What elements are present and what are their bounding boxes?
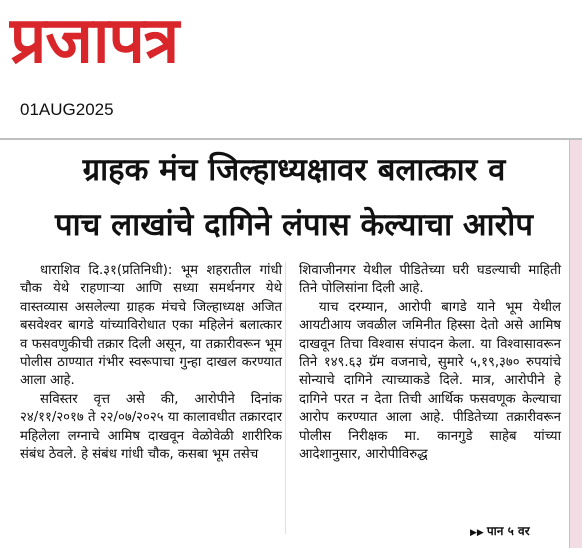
double-arrow-right-icon: ▶▶ xyxy=(470,528,484,538)
column-divider xyxy=(285,262,286,534)
header-divider xyxy=(0,138,582,140)
newspaper-masthead: प्रजापत्र xyxy=(10,4,179,78)
article-paragraph: याच दरम्यान, आरोपी बागडे याने भूम येथील आयटीआय जवळील जमिनीत हिस्सा देतो असे आमिष दाखवून तिचा विश्वास संपादन केला. या विश्वासावरून तिने १४९.६३ ग्रॅम वजनाचे, सुमारे ५,१९,३७० रुपयांचे सोन्याचे दागिने त्याच्याकडे दिले. मात्र, आरोपीने हे दागिने परत न देता तिची आर्थिक फसवणूक केल्याचा आरोप करण्यात आला आहे. पीडितेच्या तक्रारीवरून पोलीस निरीक्षक मा. कानगुडे साहेब यांच्या आदेशानुसार, आरोपीविरुद्ध xyxy=(299,299,561,463)
headline-line-2: पाच लाखांचे दागिने लंपास केल्याचा आरोप xyxy=(55,207,533,243)
continued-label: पान ५ वर xyxy=(486,524,530,538)
headline-line-1: ग्राहक मंच जिल्हाध्यक्षावर बलात्कार व xyxy=(82,152,506,188)
article-column-right xyxy=(299,262,561,464)
article-paragraph: शिवाजीनगर येथील पीडितेच्या घरी घडल्याची माहिती तिने पोलिसांना दिली आहे. xyxy=(299,263,561,297)
article-column-left xyxy=(20,262,282,464)
publication-date: 01AUG2025 xyxy=(20,100,114,119)
article-paragraph: सविस्तर वृत्त असे की, आरोपीने दिनांक २४/११/२०१७ ते २२/०७/२०२५ या कालावधीत तक्रारदार महिलेला लग्नाचे आमिष दाखवून वेळोवेळी शारीरिक संबंध ठेवले. हे संबंध गांधी चौक, कसबा भूम तसेच xyxy=(20,391,282,463)
adjacent-column-edge xyxy=(570,140,582,548)
article-paragraph: धाराशिव दि.३१(प्रतिनिधी): भूम शहरातील गांधी चौक येथे राहणाऱ्या आणि सध्या समर्थनगर येथे वास्तव्यास असलेल्या ग्राहक मंचचे जिल्हाध्यक्ष अजित बसवेश्वर बागडे यांच्याविरोधात एका महिलेनं बलात्कार व फसवणुकीची तक्रार दिली असून, या तक्रारीवरून भूम पोलीस ठाण्यात गंभीर स्वरूपाचा गुन्हा दाखल करण्यात आला आहे. xyxy=(20,263,282,389)
continued-on-page-link[interactable] xyxy=(470,522,530,539)
